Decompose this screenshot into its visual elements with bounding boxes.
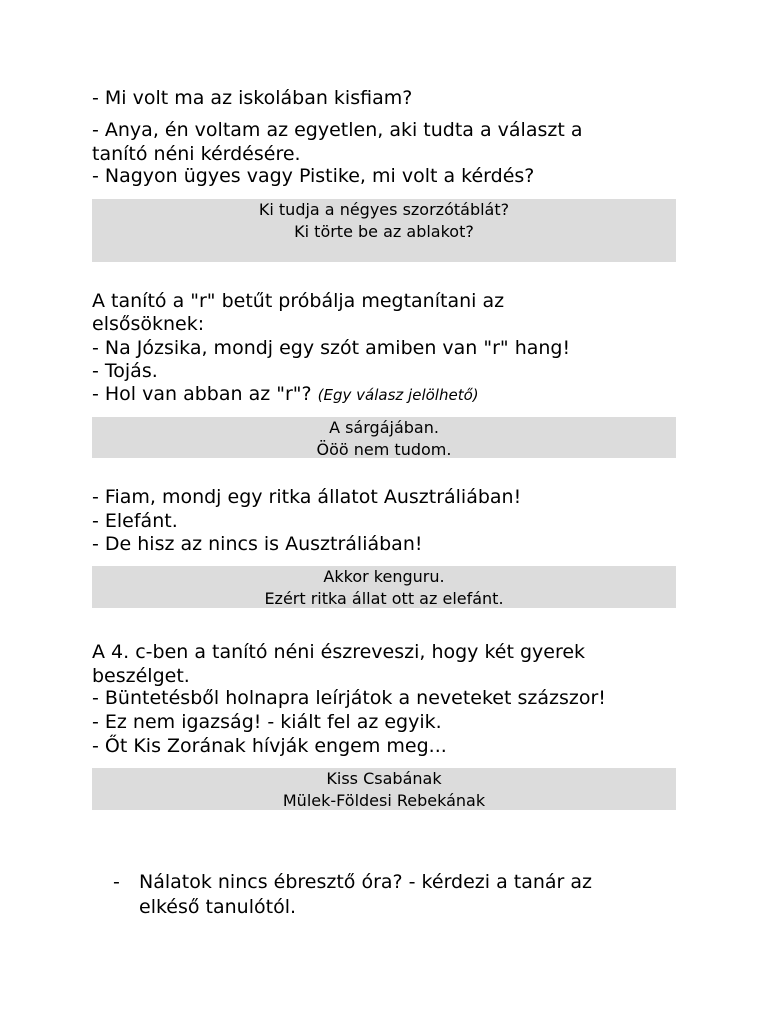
joke4-line-5: - Őt Kis Zorának hívják engem meg... (92, 735, 447, 757)
joke3-line-3: - De hisz az nincs is Ausztráliában! (92, 533, 423, 555)
joke3-line-1: - Fiam, mondj egy ritka állatot Ausztráliában! (92, 486, 522, 508)
joke3-option-2[interactable]: Ezért ritka állat ott az elefánt. (264, 589, 504, 608)
joke4-answer-box (92, 768, 676, 810)
joke3-line-2: - Elefánt. (92, 510, 178, 532)
joke3-option-1[interactable]: Akkor kenguru. (323, 567, 445, 586)
joke1-line-3: tanító néni kérdésére. (92, 143, 301, 165)
joke4-line-1: A 4. c-ben a tanító néni észreveszi, hogy két gyerek (92, 641, 586, 663)
joke4-line-4: - Ez nem igazság! - kiált fel az egyik. (92, 711, 442, 733)
joke4-line-3: - Büntetésből holnapra leírjátok a neveteket százszor! (92, 687, 606, 709)
joke2-line-2: elsősöknek: (92, 313, 205, 335)
joke1-answer-box (92, 199, 676, 262)
joke2-line-4: - Tojás. (92, 360, 158, 382)
joke2-line-3: - Na Józsika, mondj egy szót amiben van "r" hang! (92, 337, 571, 359)
joke2-answer-box (92, 417, 676, 458)
joke2-option-2[interactable]: Ööö nem tudom. (316, 440, 452, 459)
joke2-question: - Hol van abban az "r"? (92, 383, 312, 405)
joke4-line-2: beszélget. (92, 665, 190, 687)
joke1-line-4: - Nagyon ügyes vagy Pistike, mi volt a kérdés? (92, 165, 535, 187)
joke5-line-2: elkéső tanulótól. (139, 896, 297, 918)
joke2-line-1: A tanító a "r" betűt próbálja megtanítani az (92, 290, 505, 312)
joke4-option-2[interactable]: Mülek-Földesi Rebekának (282, 791, 486, 810)
joke5-bullet: - (113, 871, 120, 893)
joke2-line-5 (92, 383, 479, 407)
joke4-option-1[interactable]: Kiss Csabának (326, 769, 442, 788)
joke1-line-2: - Anya, én voltam az egyetlen, aki tudta a választ a (92, 119, 583, 141)
joke2-option-1[interactable]: A sárgájában. (329, 418, 439, 437)
joke1-option-1[interactable]: Ki tudja a négyes szorzótáblát? (258, 200, 510, 219)
joke2-hint: (Egy válasz jelölhető) (317, 386, 479, 404)
joke1-option-2[interactable]: Ki törte be az ablakot? (294, 222, 474, 241)
joke1-line-1: - Mi volt ma az iskolában kisfiam? (92, 87, 413, 109)
joke3-answer-box (92, 566, 676, 608)
joke5-line-1: Nálatok nincs ébresztő óra? - kérdezi a tanár az (139, 871, 593, 893)
